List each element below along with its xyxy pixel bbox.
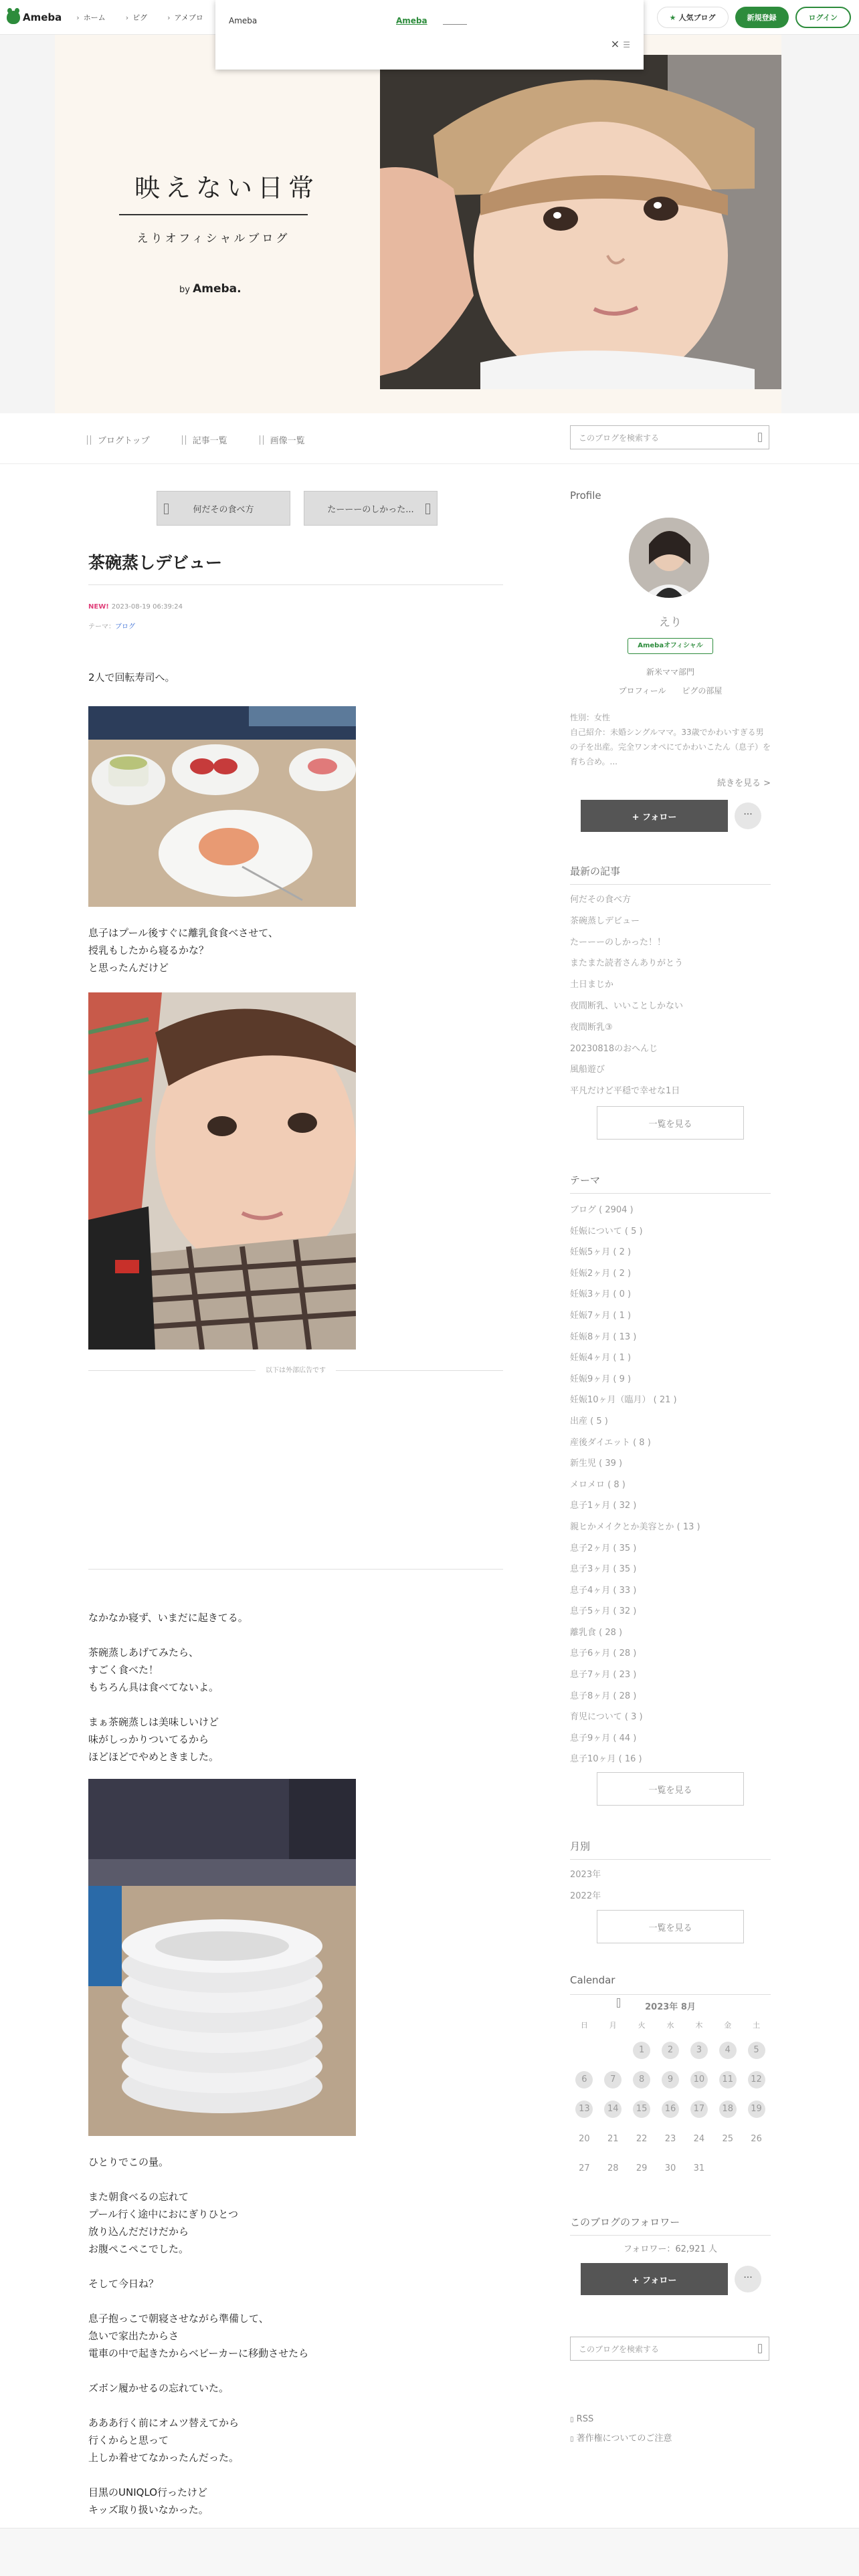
- search-icon[interactable]: [758, 433, 762, 442]
- profile-bio: 性別：女性 自己紹介：未婚シングルママ。33歳でかわいすぎる男の子を出産。完全ワンオペにてかわいこたん（息子）を育ち合め。...: [570, 713, 771, 766]
- calendar-weekday: 木: [695, 2021, 703, 2030]
- blog-header-banner: [0, 35, 859, 413]
- blog-title[interactable]: 映えない日常: [134, 173, 319, 203]
- theme-item[interactable]: 息子6ヶ月 ( 28 ): [570, 1648, 637, 1659]
- calendar-day[interactable]: 17: [684, 2095, 713, 2124]
- calendar-day[interactable]: 11: [713, 2065, 742, 2095]
- theme-item[interactable]: 妊娠3ヶ月 ( 0 ): [570, 1289, 632, 1300]
- paragraph: ひとりでこの量。: [88, 2156, 169, 2168]
- popup-label: Ameba: [229, 16, 258, 25]
- popup-link[interactable]: Ameba: [396, 16, 427, 25]
- blog-nav-items: [87, 433, 305, 446]
- prev-next-nav: [157, 491, 438, 526]
- profile-read-more[interactable]: 続きを見る >: [717, 778, 771, 788]
- theme-item[interactable]: 妊娠8ヶ月 ( 13 ): [570, 1331, 637, 1342]
- official-badge: Amebaオフィシャル: [628, 638, 713, 654]
- ameba-logo-text: Ameba: [23, 11, 62, 23]
- popup-divider: [443, 24, 467, 25]
- follow-button-bottom[interactable]: + フォロー: [581, 2263, 728, 2295]
- calendar-day[interactable]: 10: [684, 2065, 713, 2095]
- page-footer: [0, 2528, 859, 2576]
- ameba-logo-icon: [7, 11, 20, 24]
- recent-entries-heading: 最新の記事: [570, 864, 771, 878]
- login-button[interactable]: ログイン: [795, 7, 851, 28]
- theme-item[interactable]: 息子4ヶ月 ( 33 ): [570, 1585, 637, 1596]
- list-item[interactable]: 夜間断乳③: [570, 1022, 613, 1033]
- calendar-day[interactable]: 13: [570, 2095, 599, 2124]
- more-options-icon[interactable]: ···: [735, 802, 761, 829]
- profile-avatar[interactable]: [629, 518, 709, 598]
- blog-search-input[interactable]: [570, 425, 769, 449]
- theme-item[interactable]: 息子1ヶ月 ( 32 ): [570, 1501, 637, 1511]
- rss-link[interactable]: ▯ RSS: [570, 2414, 594, 2424]
- theme-item[interactable]: 離乳食 ( 28 ): [570, 1627, 623, 1638]
- calendar-day[interactable]: 1: [628, 2036, 656, 2065]
- calendar-day[interactable]: 15: [628, 2095, 656, 2124]
- themes-list: [570, 1200, 771, 1770]
- theme-item[interactable]: 息子7ヶ月 ( 23 ): [570, 1670, 637, 1681]
- nav-image-list[interactable]: 画像一覧: [260, 433, 305, 446]
- blog-subtitle: えりオフィシャルブログ: [136, 232, 290, 245]
- paragraph: 息子はプール後すぐに離乳食食べさせて、 授乳もしたから寝るかな？ と思ったんだけど: [88, 927, 278, 974]
- calendar-day[interactable]: 19: [742, 2095, 771, 2124]
- theme-item[interactable]: 息子2ヶ月 ( 35 ): [570, 1543, 637, 1553]
- theme-item[interactable]: 育児について ( 3 ): [570, 1712, 643, 1723]
- calendar-weekday: 月: [609, 2021, 617, 2030]
- theme-item[interactable]: 息子9ヶ月 ( 44 ): [570, 1733, 637, 1743]
- star-icon: ★: [669, 13, 676, 22]
- theme-link[interactable]: ブログ: [115, 623, 135, 631]
- theme-item[interactable]: 出産 ( 5 ): [570, 1416, 608, 1426]
- paragraph: なかなか寝ず、いまだに起きてる。: [88, 1612, 248, 1624]
- theme-item[interactable]: 妊娠5ヶ月 ( 2 ): [570, 1247, 632, 1258]
- search-icon[interactable]: [758, 2344, 762, 2353]
- calendar-day[interactable]: 18: [713, 2095, 742, 2124]
- title-divider: [119, 214, 308, 215]
- theme-item[interactable]: 息子3ヶ月 ( 35 ): [570, 1564, 637, 1575]
- recent-entries-list: [570, 889, 771, 1102]
- theme-item[interactable]: 妊娠7ヶ月 ( 1 ): [570, 1310, 632, 1321]
- header-photo-baby: [380, 55, 781, 389]
- calendar-day[interactable]: 14: [599, 2095, 628, 2124]
- theme-item[interactable]: 妊娠について ( 5 ): [570, 1226, 643, 1237]
- entry-date-text: 2023-08-19 06:39:24: [111, 603, 183, 611]
- calendar-day[interactable]: 5: [742, 2036, 771, 2065]
- calendar-day[interactable]: 6: [570, 2065, 599, 2095]
- next-entry-button[interactable]: たーーーのしかった...: [304, 491, 438, 526]
- theme-item[interactable]: 妊娠10ヶ月（臨月） ( 21 ): [570, 1395, 677, 1406]
- list-item[interactable]: 20230818のおへんじ: [570, 1043, 658, 1054]
- nav-ameblo[interactable]: › アメブロ: [167, 12, 203, 23]
- overlay-popup: [215, 0, 644, 70]
- recent-entries-more-button[interactable]: 一覧を見る: [597, 1106, 744, 1140]
- ameba-logo[interactable]: [7, 11, 62, 24]
- photo-baby-closeup[interactable]: [88, 992, 356, 1350]
- calendar-day: 20: [579, 2133, 590, 2144]
- profile-link[interactable]: プロフィール: [618, 686, 666, 695]
- themes-more-button[interactable]: 一覧を見る: [597, 1772, 744, 1806]
- theme-item[interactable]: 新生児 ( 39 ): [570, 1459, 623, 1469]
- blog-nav-bar: [0, 413, 859, 464]
- theme-item[interactable]: メロメロ ( 8 ): [570, 1479, 626, 1490]
- theme-item[interactable]: 妊娠4ヶ月 ( 1 ): [570, 1353, 632, 1364]
- calendar-day[interactable]: 9: [656, 2065, 685, 2095]
- calendar-day: 29: [636, 2163, 648, 2173]
- theme-item[interactable]: 産後ダイエット ( 8 ): [570, 1437, 651, 1448]
- monthly-heading: 月別: [570, 1839, 771, 1853]
- theme-item[interactable]: 息子10ヶ月 ( 16 ): [570, 1754, 642, 1765]
- more-options-icon-bottom[interactable]: ···: [735, 2266, 761, 2292]
- register-button[interactable]: 新規登録: [735, 7, 789, 28]
- follower-count: フォロワー：62,921 人: [624, 2244, 717, 2254]
- list-item[interactable]: 夜間断乳、いいことしかない: [570, 1000, 684, 1011]
- sidebar-search-input[interactable]: [570, 2337, 769, 2361]
- calendar-day: 31: [693, 2163, 705, 2173]
- paragraph: 2人で回転寿司へ。: [88, 671, 175, 683]
- profile-heading: Profile: [570, 490, 601, 502]
- profile-name[interactable]: えり: [659, 616, 682, 629]
- calendar-day: 22: [636, 2133, 648, 2144]
- list-item[interactable]: 平凡だけど平穏で幸せな1日: [570, 1086, 680, 1097]
- copyright-link[interactable]: ▯ 著作権についてのご注意: [570, 2434, 672, 2444]
- paragraph: 息子抱っこで朝寝させながら準備して、 急いで家出たからさ 電車の中で起きたからベビーカーに移動させたら: [88, 2313, 309, 2359]
- paragraph: また朝食べるの忘れて プール行く途中におにぎりひとつ 放り込んだだけだから お腹ペこペこでした。: [88, 2191, 238, 2255]
- list-item[interactable]: 何だその食べ方: [570, 895, 632, 905]
- paragraph: そして今日ね？: [88, 2278, 159, 2290]
- calendar-weekday: 日: [580, 2021, 588, 2030]
- title-divider: [88, 584, 503, 585]
- calendar-weekday: 土: [753, 2021, 761, 2030]
- profile-category[interactable]: 新米ママ部門: [646, 667, 694, 677]
- calendar-day: 21: [607, 2133, 619, 2144]
- month-item[interactable]: 2022年: [570, 1891, 601, 1901]
- theme-item[interactable]: 親ヒかメイクとか美容とか ( 13 ): [570, 1521, 700, 1532]
- month-item[interactable]: 2023年: [570, 1870, 601, 1880]
- list-item[interactable]: たーーーのしかった！！: [570, 937, 666, 948]
- entry-title[interactable]: 茶碗蒸しデビュー: [88, 553, 223, 572]
- theme-item[interactable]: 息子8ヶ月 ( 28 ): [570, 1691, 637, 1701]
- photo-sushi-plates[interactable]: [88, 706, 356, 907]
- pigg-room-link[interactable]: ピグの部屋: [682, 686, 723, 695]
- calendar-weekday: 火: [638, 2021, 646, 2030]
- follow-button[interactable]: + フォロー: [581, 800, 728, 832]
- popular-blogs-button[interactable]: [657, 7, 729, 28]
- nav-home[interactable]: › ホーム: [76, 12, 105, 23]
- baby-closeup-illustration: [88, 992, 356, 1350]
- theme-item[interactable]: ブログ ( 2904 ): [570, 1205, 634, 1215]
- sidebar-footer-links: [570, 2410, 672, 2449]
- paragraph: まぁ茶碗蒸しは美味しいけど 味がしっかりついてるから ほどほどでやめときました。: [88, 1716, 219, 1763]
- list-item[interactable]: 茶碗蒸しデビュー: [570, 916, 640, 926]
- photo-stacked-plates[interactable]: [88, 1779, 356, 2136]
- document-icon: ▯: [570, 2436, 574, 2443]
- by-ameba-logo: by Ameba.: [179, 282, 242, 296]
- ad-notice: 以下は外部広告です: [88, 1364, 503, 1378]
- account-actions: [657, 7, 851, 28]
- monthly-more-button[interactable]: 一覧を見る: [597, 1910, 744, 1943]
- stacked-plates-illustration: [88, 1779, 356, 2136]
- global-nav: [76, 12, 203, 23]
- paragraph: あああ行く前にオムツ替えてから 行くからと思って 上しか着せてなかったんだった。: [88, 2417, 240, 2464]
- calendar-day: 25: [722, 2133, 733, 2144]
- popular-blogs-label: 人気ブログ: [678, 13, 716, 22]
- baby-photo-illustration: [380, 55, 781, 389]
- calendar-day: 26: [751, 2133, 762, 2144]
- paragraph: ズボン履かせるの忘れていた。: [88, 2382, 229, 2394]
- calendar-day: 28: [607, 2163, 619, 2173]
- calendar-day[interactable]: 2: [656, 2036, 685, 2065]
- calendar-month-title: 2023年 8月: [645, 2002, 696, 2012]
- search-placeholder: このブログを検索する: [579, 2344, 660, 2354]
- sushi-photo-illustration: [88, 706, 356, 907]
- nav-pigg[interactable]: › ピグ: [126, 12, 147, 23]
- calendar-day: 30: [664, 2163, 676, 2173]
- calendar-weekday: 金: [724, 2021, 732, 2030]
- nav-blog-top[interactable]: ブログトップ: [87, 433, 150, 446]
- themes-heading: テーマ: [570, 1173, 771, 1187]
- calendar-day[interactable]: 7: [599, 2065, 628, 2095]
- ad-divider: [88, 1569, 503, 1570]
- nav-entry-list[interactable]: 記事一覧: [182, 433, 227, 446]
- list-item[interactable]: 土日まじか: [570, 980, 614, 990]
- profile-links: [570, 685, 771, 696]
- entry-date: [88, 603, 183, 611]
- close-icon[interactable]: × ☰: [610, 37, 630, 50]
- rss-icon: ▯: [570, 2416, 574, 2424]
- search-placeholder: このブログを検索する: [579, 433, 660, 443]
- list-item[interactable]: またまた読者さんありがとう: [570, 958, 684, 969]
- header-inner: [55, 35, 781, 413]
- calendar-day[interactable]: 3: [684, 2036, 713, 2065]
- followers-heading: このブログのフォロワー: [570, 2215, 771, 2229]
- calendar-day[interactable]: 8: [628, 2065, 656, 2095]
- entry-theme: テーマ：ブログ: [88, 623, 135, 631]
- calendar-day[interactable]: 16: [656, 2095, 685, 2124]
- calendar-day[interactable]: 4: [713, 2036, 742, 2065]
- theme-item[interactable]: 妊娠2ヶ月 ( 2 ): [570, 1268, 632, 1279]
- theme-item[interactable]: 息子5ヶ月 ( 32 ): [570, 1606, 637, 1617]
- paragraph: 目黒のUNIQLO行ったけど キッズ取り扱いなかった。: [88, 2486, 209, 2516]
- calendar-day: 23: [664, 2133, 676, 2144]
- prev-entry-button[interactable]: 何だその食べ方: [157, 491, 290, 526]
- theme-item[interactable]: 妊娠9ヶ月 ( 9 ): [570, 1374, 632, 1384]
- monthly-list: [570, 1864, 771, 1907]
- calendar-grid: [570, 2016, 771, 2183]
- paragraph: 茶碗蒸しあげてみたら、 すごく食べた！ もちろん具は食べてないよ。: [88, 1646, 219, 1693]
- calendar-day: 24: [693, 2133, 705, 2144]
- calendar-weekday: 水: [666, 2021, 674, 2030]
- calendar-heading: Calendar: [570, 1974, 771, 1986]
- calendar-day[interactable]: 12: [742, 2065, 771, 2095]
- avatar-illustration: [629, 518, 709, 598]
- list-item[interactable]: 風船遊び: [570, 1065, 605, 1075]
- calendar-day: 27: [579, 2163, 590, 2173]
- new-badge: NEW!: [88, 603, 109, 611]
